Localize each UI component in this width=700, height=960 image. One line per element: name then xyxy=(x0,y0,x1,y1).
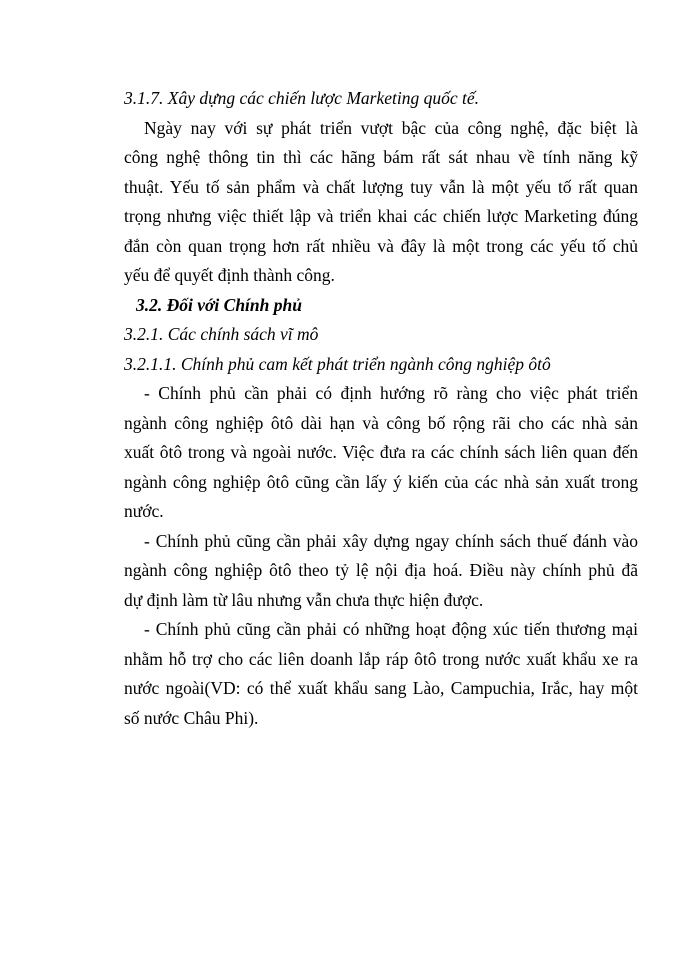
heading-3-2-1-1: 3.2.1.1. Chính phủ cam kết phát triển ngành công nghiệp ôtô xyxy=(124,353,551,374)
paragraph-line: xuất ôtô trong và ngoài nước. Việc đưa ra các chính sách liên quan đến xyxy=(124,442,638,462)
heading-3-2: 3.2. Đối với Chính phủ xyxy=(136,294,302,315)
paragraph-line: ngành công nghiệp ôtô cũng cần lấy ý kiến của các nhà sản xuất trong xyxy=(124,471,638,492)
heading-3-1-7: 3.1.7. Xây dựng các chiến lược Marketing quốc tế. xyxy=(124,88,479,108)
paragraph-line: - Chính phủ cần phải có định hướng rõ ràng cho việc phát triển xyxy=(144,383,638,403)
paragraph-line: trọng nhưng việc thiết lập và triển khai các chiến lược Marketing đúng xyxy=(124,206,638,226)
paragraph-line: ngành công nghiệp ôtô theo tỷ lệ nội địa hoá. Điều này chính phủ đã xyxy=(124,560,638,580)
paragraph-line: thuật. Yếu tố sản phẩm và chất lượng tuy vẫn là một yếu tố rất quan xyxy=(124,176,638,197)
paragraph-line: yếu để quyết định thành công. xyxy=(124,265,335,285)
paragraph-line: số nước Châu Phi). xyxy=(124,707,259,728)
paragraph-line: Ngày nay với sự phát triển vượt bậc của công nghệ, đặc biệt là xyxy=(144,117,638,138)
paragraph-line: nước ngoài(VD: có thể xuất khẩu sang Lào, Campuchia, Irắc, hay một xyxy=(124,678,638,698)
paragraph-line: dự định làm từ lâu nhưng vẫn chưa thực hiện được. xyxy=(124,589,484,610)
document-body xyxy=(124,84,638,733)
paragraph-line: ngành công nghiệp ôtô dài hạn và công bố rộng rãi cho các nhà sản xyxy=(124,412,638,433)
paragraph-line: - Chính phủ cũng cần phải xây dựng ngay chính sách thuế đánh vào xyxy=(144,530,638,551)
paragraph-line: nước. xyxy=(124,501,164,521)
heading-3-2-1: 3.2.1. Các chính sách vĩ mô xyxy=(124,324,319,344)
paragraph-line: nhằm hỗ trợ cho các liên doanh lắp ráp ôtô trong nước xuất khẩu xe ra xyxy=(124,648,638,669)
paragraph-line: đắn còn quan trọng hơn rất nhiều và đây là một trong các yếu tố chủ xyxy=(124,235,638,256)
paragraph-line: - Chính phủ cũng cần phải có những hoạt động xúc tiến thương mại xyxy=(144,619,638,639)
paragraph-line: công nghệ thông tin thì các hãng bám rất sát nhau về tính năng kỹ xyxy=(124,147,638,167)
